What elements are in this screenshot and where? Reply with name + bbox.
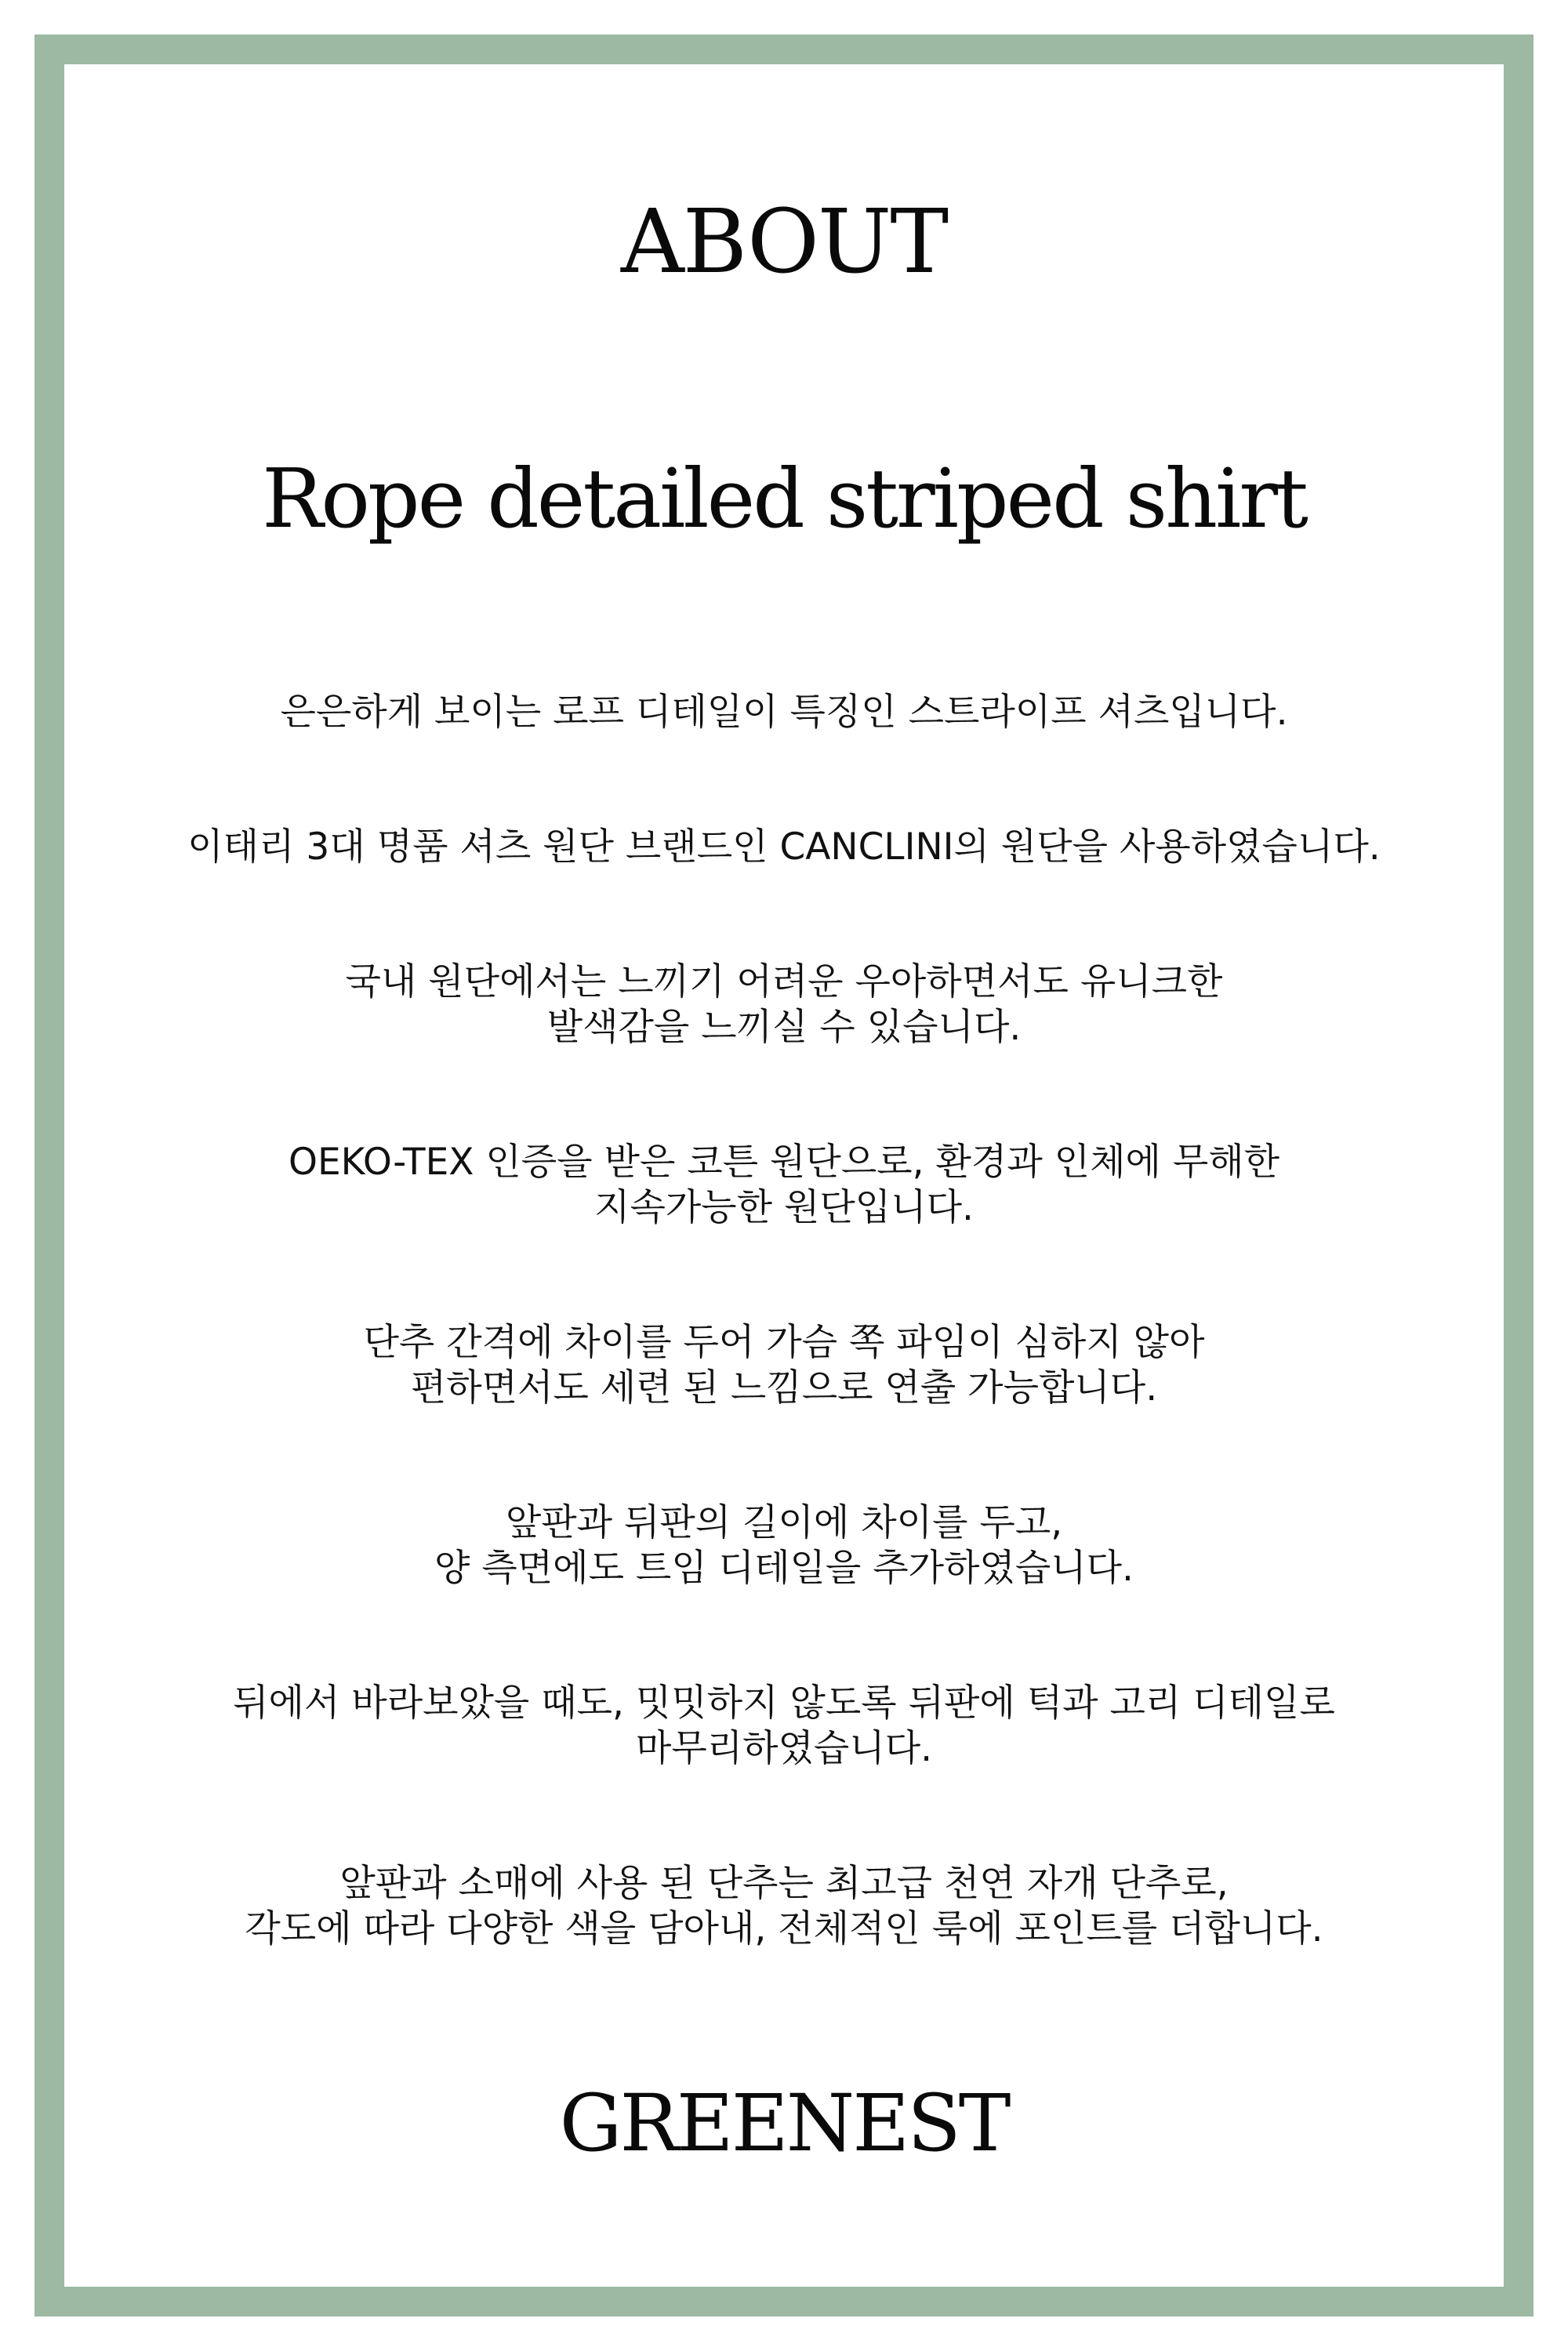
product-title: Rope detailed striped shirt [262,451,1306,546]
description-paragraph [0,1861,1568,1952]
description-paragraph [0,960,1568,1050]
description-line: 단추 간격에 차이를 두어 가슴 쪽 파임이 심하지 않아 [363,1321,1205,1364]
description-line: 앞판과 소매에 사용 된 단추는 최고급 천연 자개 단추로, [339,1862,1229,1905]
description [0,690,1568,2041]
description-paragraph [0,690,1568,735]
description-paragraph [0,1681,1568,1772]
description-paragraph [0,825,1568,870]
description-line: 은은하게 보이는 로프 디테일이 특징인 스트라이프 셔츠입니다. [280,691,1288,734]
brand-logo: GREENEST [559,2077,1009,2169]
description-line: 편하면서도 세련 된 느낌으로 연출 가능합니다. [410,1366,1158,1410]
description-line: 발색감을 느끼실 수 있습니다. [546,1006,1022,1049]
description-line: 양 측면에도 트임 디테일을 추가하였습니다. [434,1547,1134,1590]
description-line: 마무리하였습니다. [635,1727,933,1770]
description-line: 이태리 3대 명품 셔츠 원단 브랜드인 CANCLINI의 원단을 사용하였습니다. [187,825,1381,869]
about-title: ABOUT [620,191,948,293]
description-line: OEKO-TEX 인증을 받은 코튼 원단으로, 환경과 인체에 무해한 [288,1141,1280,1184]
description-line: 지속가능한 원단입니다. [594,1186,974,1229]
description-line: 국내 원단에서는 느끼기 어려운 우아하면서도 유니크한 [345,960,1223,1003]
description-line: 뒤에서 바라보았을 때도, 밋밋하지 않도록 뒤판에 턱과 고리 디테일로 [233,1682,1335,1725]
description-paragraph [0,1320,1568,1411]
description-paragraph [0,1500,1568,1591]
description-line: 앞판과 뒤판의 길이에 차이를 두고, [505,1501,1063,1544]
description-line: 각도에 따라 다양한 색을 담아내, 전체적인 룩에 포인트를 더합니다. [245,1907,1323,1950]
description-paragraph [0,1140,1568,1231]
